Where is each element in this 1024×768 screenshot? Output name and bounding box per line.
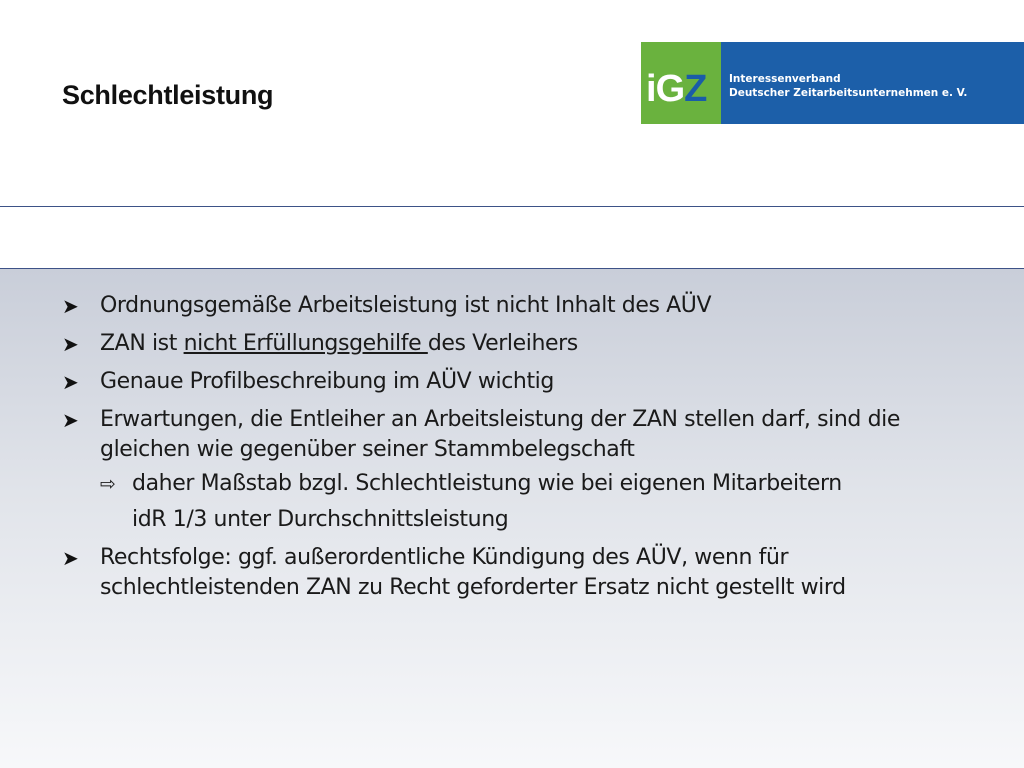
hollow-right-arrow-icon: ⇨ <box>100 473 116 495</box>
bullet-text: Genaue Profilbeschreibung im AÜV wichtig <box>100 369 554 394</box>
bullet-item <box>62 329 962 359</box>
sub-point-line-2: idR 1/3 unter Durchschnittsleistung <box>132 507 509 532</box>
sub-point-line-1: daher Maßstab bzgl. Schlechtleistung wie bei eigenen Mitarbeitern <box>132 471 842 496</box>
logo-letter-g: G <box>655 68 685 110</box>
igz-logo <box>641 42 1024 124</box>
slide-header <box>0 0 1024 206</box>
logo-line-2: Deutscher Zeitarbeitsunternehmen e. V. <box>729 87 968 99</box>
logo-letter-z: Z <box>684 68 707 110</box>
bullet-item <box>62 543 962 603</box>
igz-logo-letters <box>646 70 706 108</box>
bullet-text-underlined: nicht Erfüllungsgehilfe <box>183 331 428 356</box>
arrowhead-bullet-icon: ➤ <box>62 408 79 432</box>
arrowhead-bullet-icon: ➤ <box>62 294 79 318</box>
bullet-text-post: des Verleihers <box>427 331 578 356</box>
slide-body <box>0 269 1024 768</box>
arrowhead-bullet-icon: ➤ <box>62 546 79 570</box>
bullet-text-pre: ZAN ist <box>100 331 184 356</box>
bullet-text: Rechtsfolge: ggf. außerordentliche Kündigung des AÜV, wenn für schlechtleistenden ZAN zu Recht geforderter Ersatz nicht gestellt wird <box>100 545 846 600</box>
arrowhead-bullet-icon: ➤ <box>62 332 79 356</box>
bullet-item <box>62 367 962 397</box>
bullet-item <box>62 405 962 465</box>
bullet-text: Ordnungsgemäße Arbeitsleistung ist nicht Inhalt des AÜV <box>100 293 712 318</box>
logo-letter-i: i <box>646 68 656 110</box>
slide-title: Schlechtleistung <box>62 80 274 110</box>
igz-logo-mark <box>641 42 721 124</box>
subtitle-band <box>0 207 1024 268</box>
logo-line-1: Interessenverband <box>729 73 841 85</box>
sub-point <box>100 469 962 499</box>
arrowhead-bullet-icon: ➤ <box>62 370 79 394</box>
bullet-list <box>62 291 962 611</box>
bullet-item <box>62 291 962 321</box>
bullet-text: Erwartungen, die Entleiher an Arbeitsleistung der ZAN stellen darf, sind die gleichen wie gegenüber seiner Stammbelegschaft <box>100 407 901 462</box>
igz-logo-text <box>721 42 1024 124</box>
